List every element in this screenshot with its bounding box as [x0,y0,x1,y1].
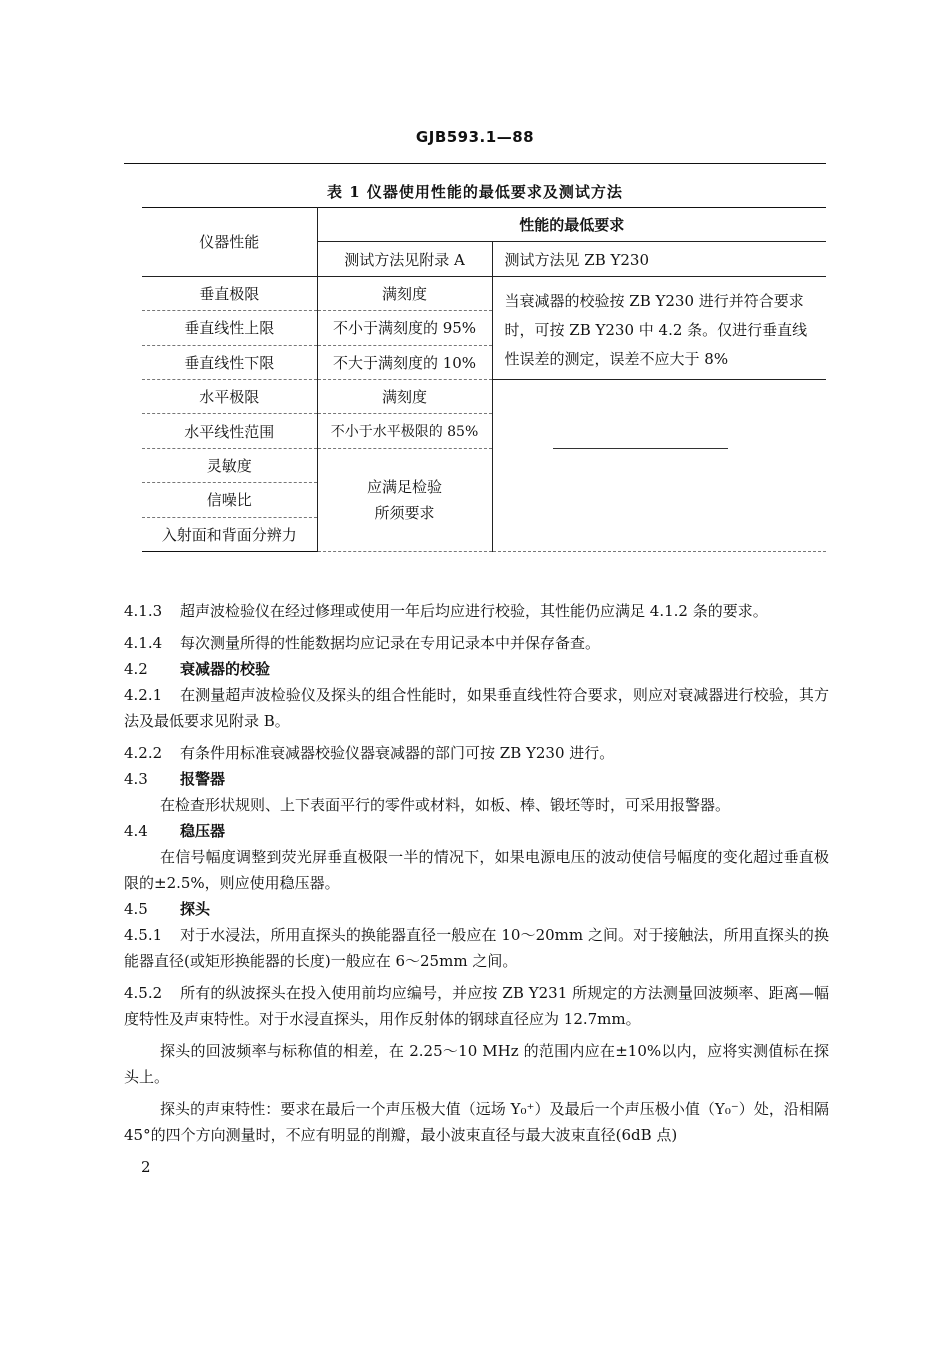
clause-4-5-2 [124,980,829,1032]
clause-number: 4.2 [124,660,148,678]
header-method-zb: 测试方法见 ZB Y230 [492,242,826,276]
property-cell: 入射面和背面分辨力 [142,517,317,551]
clause-text: 超声波检验仪在经过修理或使用一年后均应进行校验，其性能仍应满足 4.1.2 条的要求。 [180,602,768,620]
section-heading: 报警器 [180,770,226,788]
clause-4-5-2-frequency: 探头的回波频率与标称值的相差，在 2.25～10 MHz 的范围内应在±10%以内，应将实测值标在探头上。 [124,1042,829,1086]
property-cell: 垂直线性下限 [142,345,317,379]
table-row [142,276,826,310]
property-cell: 信噪比 [142,483,317,517]
property-cell: 水平极限 [142,379,317,413]
body-text [124,598,829,1148]
document-code: GJB593.1—88 [415,128,535,146]
requirement-a-cell: 满刻度 [317,379,492,413]
clause-4-1-4 [124,630,829,656]
page-number: 2 [141,1158,151,1176]
not-applicable-dash [553,448,728,449]
requirement-a-cell: 满刻度 [317,276,492,310]
property-cell: 垂直极限 [142,276,317,310]
heading-4-4 [124,818,829,844]
section-heading: 探头 [180,900,211,918]
heading-4-5 [124,896,829,922]
section-heading: 稳压器 [180,822,226,840]
clause-4-3-text: 在检查形状规则、上下表面平行的零件或材料，如板、棒、锻坯等时，可采用报警器。 [160,796,731,814]
clause-text: 在测量超声波检验仪及探头的组合性能时，如果垂直线性符合要求，则应对衰减器进行校验，其方法及最低要求见附录 B。 [124,686,829,730]
clause-number: 4.1.3 [124,602,163,620]
clause-4-2-2 [124,740,829,766]
clause-number: 4.3 [124,770,148,788]
property-cell: 灵敏度 [142,448,317,482]
header-property: 仪器性能 [142,208,317,277]
clause-4-5-2-beam: 探头的声束特性：要求在最后一个声压极大值（远场 Y₀⁺）及最后一个声压极小值（Y₀⁻）处，沿相隔 45°的四个方向测量时，不应有明显的削瓣，最小波束直径与最大波束直径(6dB 点) [124,1100,829,1144]
clause-number: 4.5 [124,900,148,918]
section-heading: 衰减器的校验 [180,660,271,678]
property-cell: 垂直线性上限 [142,311,317,345]
property-cell: 水平线性范围 [142,414,317,448]
clause-text: 所有的纵波探头在投入使用前均应编号，并应按 ZB Y231 所规定的方法测量回波频率、距离—幅度特性及声束特性。对于水浸直探头，用作反射体的钢球直径应为 12.7mm。 [124,984,829,1028]
clause-number: 4.5.1 [124,926,163,944]
header-method-a: 测试方法见附录 A [317,242,492,276]
clause-4-4-text: 在信号幅度调整到荧光屏垂直极限一半的情况下，如果电源电压的波动使信号幅度的变化超过垂直极限的±2.5%，则应使用稳压器。 [124,848,829,892]
clause-4-5-1 [124,922,829,974]
clause-text: 每次测量所得的性能数据均应记录在专用记录本中并保存备查。 [180,634,601,652]
zb-note-cell: 当衰减器的校验按 ZB Y230 进行并符合要求时，可按 ZB Y230 中 4.2 条。仅进行垂直线性误差的测定，误差不应大于 8% [492,276,826,379]
clause-number: 4.4 [124,822,148,840]
requirement-a-cell: 不小于水平极限的 85% [317,414,492,448]
merged-req-line2: 所须要求 [374,503,435,522]
table-row [142,379,826,413]
clause-text: 有条件用标准衰减器校验仪器衰减器的部门可按 ZB Y230 进行。 [180,744,615,762]
heading-4-2 [124,656,829,682]
requirement-a-merged-cell [317,448,492,551]
header-requirement: 性能的最低要求 [317,208,826,242]
requirement-a-cell: 不大于满刻度的 10% [317,345,492,379]
zb-blank-cell [492,379,826,551]
clause-number: 4.5.2 [124,984,163,1002]
heading-4-3 [124,766,829,792]
clause-4-1-3 [124,598,829,624]
merged-req-line1: 应满足检验 [366,477,442,496]
performance-requirements-table [142,207,826,552]
clause-text: 对于水浸法，所用直探头的换能器直径一般应在 10～20mm 之间。对于接触法，所用直探头的换能器直径(或矩形换能器的长度)一般应在 6～25mm 之间。 [124,926,829,970]
clause-number: 4.1.4 [124,634,163,652]
requirement-a-cell: 不小于满刻度的 95% [317,311,492,345]
table-caption: 表 1 仪器使用性能的最低要求及测试方法 [327,183,623,201]
clause-number: 4.2.2 [124,744,163,762]
clause-4-2-1 [124,682,829,734]
header-rule [124,163,826,164]
clause-number: 4.2.1 [124,686,163,704]
